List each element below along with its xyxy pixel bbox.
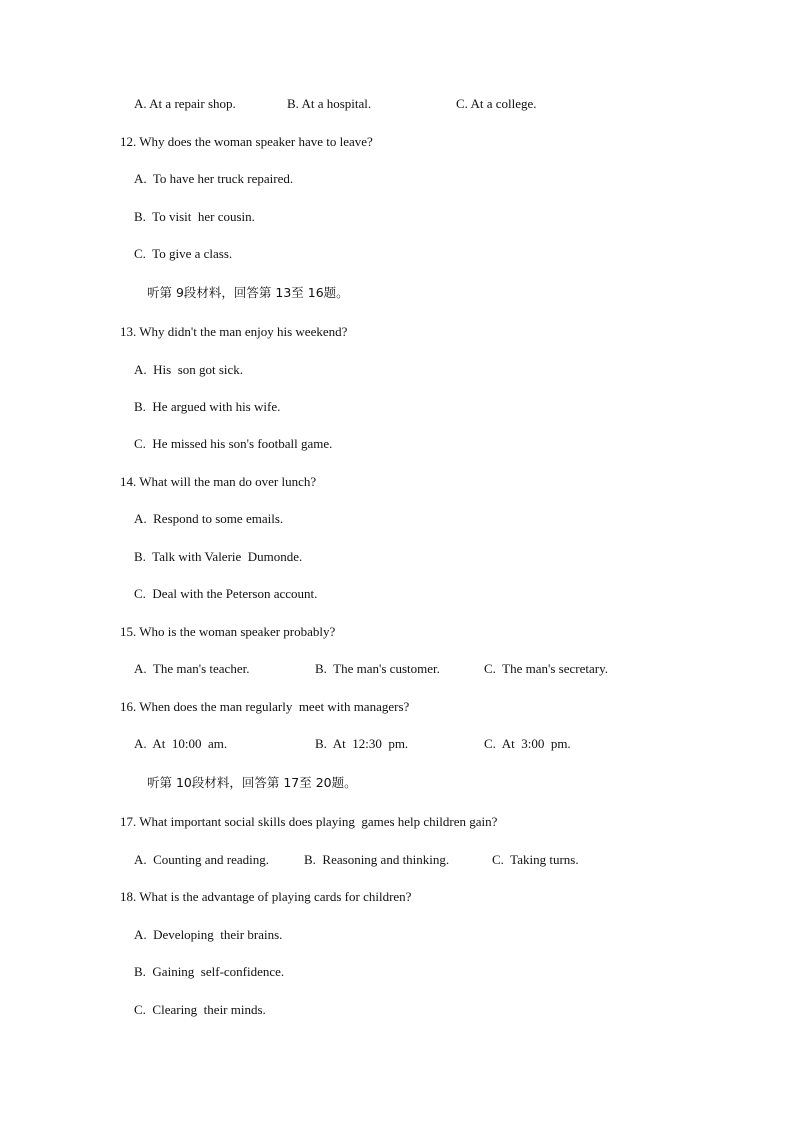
q15-option-a: A. The man's teacher. [134,661,250,676]
q12-option-c: C. To give a class. [134,246,233,261]
q17-option-c: C. Taking turns. [492,852,579,867]
q18-option-b: B. Gaining self-confidence. [134,964,285,979]
q18-option-c: C. Clearing their minds. [134,1002,266,1017]
q15-option-b: B. The man's customer. [315,661,440,676]
question-14: 14. What will the man do over lunch? [120,474,317,489]
q16-option-a: A. At 10:00 am. [134,736,228,751]
q14-option-b: B. Talk with Valerie Dumonde. [134,549,303,564]
q11-option-a: A. At a repair shop. [134,96,236,111]
q17-option-b: B. Reasoning and thinking. [304,852,450,867]
q13-option-b: B. He argued with his wife. [134,399,281,414]
q11-option-b: B. At a hospital. [287,96,372,111]
q12-option-b: B. To visit her cousin. [134,209,255,224]
question-17: 17. What important social skills does playing games help children gain? [120,814,498,829]
q11-option-c: C. At a college. [456,96,537,111]
q12-option-a: A. To have her truck repaired. [134,171,294,186]
question-18: 18. What is the advantage of playing cards for children? [120,889,412,904]
q14-option-c: C. Deal with the Peterson account. [134,586,318,601]
question-12: 12. Why does the woman speaker have to leave? [120,134,373,149]
q15-option-c: C. The man's secretary. [484,661,608,676]
q13-option-a: A. His son got sick. [134,362,244,377]
section-heading-10: 听第 10段材料，回答第 17至 20题。 [147,775,357,790]
q14-option-a: A. Respond to some emails. [134,511,284,526]
question-16: 16. When does the man regularly meet with managers? [120,699,410,714]
q16-option-b: B. At 12:30 pm. [315,736,409,751]
question-13: 13. Why didn't the man enjoy his weekend? [120,324,348,339]
q16-option-c: C. At 3:00 pm. [484,736,571,751]
question-15: 15. Who is the woman speaker probably? [120,624,336,639]
q17-option-a: A. Counting and reading. [134,852,270,867]
section-heading-9: 听第 9段材料，回答第 13至 16题。 [147,285,349,300]
q18-option-a: A. Developing their brains. [134,927,283,942]
q13-option-c: C. He missed his son's football game. [134,436,333,451]
